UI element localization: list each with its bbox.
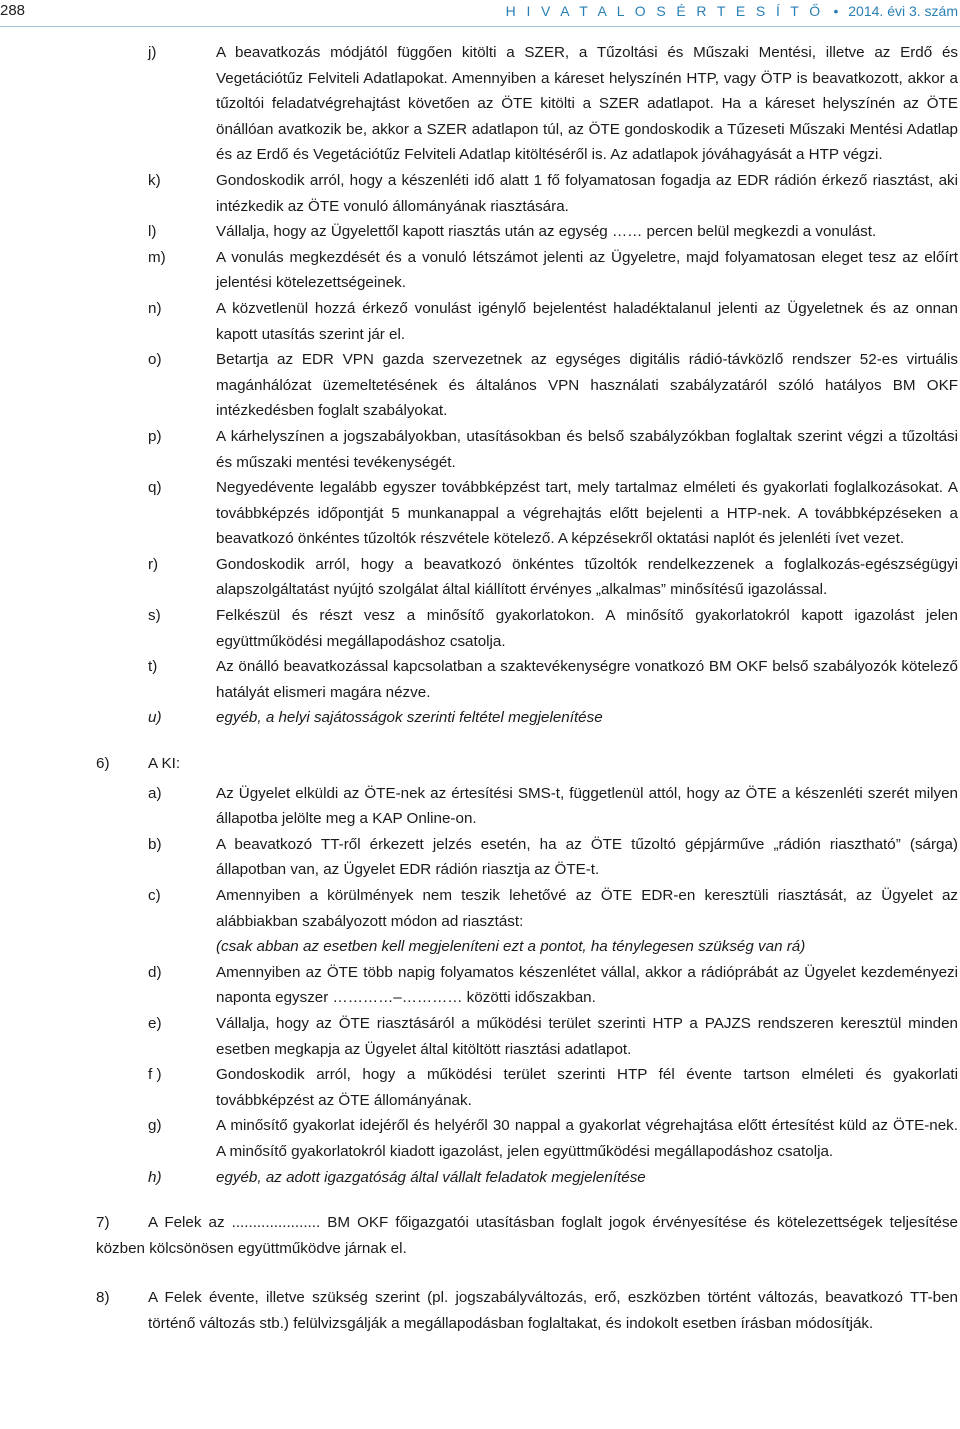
item-label: n) — [148, 299, 162, 317]
section-number: 6) — [96, 755, 110, 773]
list-item — [0, 1011, 960, 1062]
list-item — [0, 347, 960, 424]
item-text: Az Ügyelet elküldi az ÖTE-nek az értesítési SMS-t, függetlenül attól, hogy az ÖTE a készenléti szerét milyen állapotba jelölte meg a KAP Online-on. — [216, 784, 958, 828]
item-text: Vállalja, hogy az Ügyelettől kapott riasztás után az egység …… percen belül megkezdi a vonulást. — [216, 223, 877, 241]
item-text: Gondoskodik arról, hogy a készenléti idő alatt 1 fő folyamatosan fogadja az EDR rádión érkező riasztást, aki intézkedik az ÖTE vonuló állományának riasztására. — [216, 171, 958, 215]
item-label: m) — [148, 248, 166, 266]
item-text: Amennyiben a körülmények nem teszik lehetővé az ÖTE EDR-en keresztüli riasztását, az Ügyelet az alábbiakban szabályozott módon ad riasztást: — [216, 887, 958, 930]
journal-info — [506, 0, 958, 22]
list-item — [0, 552, 960, 603]
item-label: u) — [148, 709, 162, 727]
item-text: A minősítő gyakorlat idejéről és helyéről 30 nappal a gyakorlat végrehajtása előtt értesítést küld az ÖTE-nek. A minősítő gyakorlatokról kiadott igazolást, jelen együttműködési megállapodáshoz csatolja. — [216, 1117, 958, 1160]
page-content — [0, 40, 960, 1337]
item-label: t) — [148, 658, 158, 676]
section-text: A Felek évente, illetve szükség szerint (pl. jogszabályváltozás, erő, eszközben történt változás, beavatkozó TT-ben történő változás stb.) felülvizsgálják a megállapodásban foglaltakat, és indokolt esetben írásban módosítják. — [148, 1289, 958, 1332]
item-text: A kárhelyszínen a jogszabályokban, utasításokban és belső szabályzókban foglaltak szerint végzi a tűzoltási és műszaki mentési tevékenységét. — [216, 427, 958, 471]
list-item — [0, 424, 960, 475]
page-number: 288 — [0, 2, 26, 19]
item-label: h) — [148, 1168, 162, 1186]
list-item — [0, 1062, 960, 1113]
item-text: Vállalja, hogy az ÖTE riasztásáról a működési terület szerinti HTP a PAJZS rendszeren keresztül minden esetben megkapja az Ügyelet által kitöltött riasztási adatlapot. — [216, 1014, 958, 1058]
item-text: Amennyiben az ÖTE több napig folyamatos készenlétet vállal, akkor a rádióprábát az Ügyelet kezdeményezi naponta egyszer …………–………… közötti időszakban. — [216, 963, 958, 1007]
item-label: a) — [148, 784, 162, 802]
item-label: k) — [148, 171, 161, 189]
list-item — [0, 832, 960, 883]
list-item — [0, 245, 960, 296]
page-header — [0, 0, 960, 27]
list-item — [0, 1165, 960, 1191]
item-label: q) — [148, 479, 162, 497]
item-label: f ) — [148, 1066, 162, 1084]
list-item — [0, 883, 960, 960]
list-item — [0, 219, 960, 245]
item-label: e) — [148, 1014, 162, 1032]
item-text: Az önálló beavatkozással kapcsolatban a szaktevékenységre vonatkozó BM OKF belső szabályozók kötelező hatályát elismeri magára nézve. — [216, 658, 958, 701]
section-number: 7) — [96, 1214, 110, 1232]
issue-label: 2014. évi 3. szám — [848, 3, 958, 19]
separator-dot: • — [833, 3, 839, 19]
item-text: Negyedévente legalább egyszer továbbképzést tart, mely tartalmaz elméleti és gyakorlati foglalkozásokat. A továbbképzés időpontját 5 munkanappal a végrehajtás előtt bejelenti a HTP-nek. A továbbképzéseken a beavatkozó önkéntes tűzoltók részvétele kötelező. A képzésekről oktatási naplót és jelenléti ívet vezet. — [216, 479, 958, 548]
list-item — [0, 1113, 960, 1164]
item-label: s) — [148, 607, 161, 625]
item-note: (csak abban az esetben kell megjeleníteni ezt a pontot, ha ténylegesen szükség van rá) — [216, 938, 806, 956]
item-label: l) — [148, 223, 157, 241]
item-text: A beavatkozó TT-ről érkezett jelzés esetén, ha az ÖTE tűzoltó gépjárműve „rádión riasztható” (sárga) állapotban van, az Ügyelet EDR rádión riasztja az ÖTE-t. — [216, 835, 958, 879]
list-item — [0, 475, 960, 552]
list-item — [0, 603, 960, 654]
journal-name: H I V A T A L O S É R T E S Í T Ő — [505, 3, 824, 19]
item-text: Felkészül és részt vesz a minősítő gyakorlatokon. A minősítő gyakorlatokról kapott igazolást jelen együttműködési megállapodáshoz csatolja. — [216, 607, 958, 650]
item-label: c) — [148, 887, 161, 904]
item-label: b) — [148, 835, 162, 853]
list-item — [0, 40, 960, 168]
list-item — [0, 654, 960, 705]
item-label: r) — [148, 555, 159, 573]
item-text: Gondoskodik arról, hogy a működési terület szerinti HTP fél évente tartson elméleti és gyakorlati továbbképzést az ÖTE állományának. — [216, 1066, 958, 1109]
item-text: A vonulás megkezdését és a vonuló létszámot jelenti az Ügyeletre, majd folyamatosan eleget tesz az előírt jelentési kötelezettségeinek. — [216, 248, 958, 292]
item-text: Betartja az EDR VPN gazda szervezetnek az egységes digitális rádió-távközlő rendszer 52-es virtuális magánhálózat üzemeltetésének és általános VPN használati szabályzatáról szóló hatályos BM OKF intézkedésben foglalt szabályokat. — [216, 351, 958, 420]
section-heading — [0, 751, 960, 777]
item-text: Gondoskodik arról, hogy a beavatkozó önkéntes tűzoltók rendelkezzenek a foglalkozás-egészségügyi alapszolgáltatást nyújtó szolgálat által kiállított érvényes „alkalmas” minősítésű igazolással. — [216, 555, 958, 599]
list-item — [0, 781, 960, 832]
section-text: A Felek az ..................... BM OKF főigazgatói utasításban foglalt jogok érvényesítése és kötelezettségek teljesítése közben kölcsönösen együttműködve járnak el. — [96, 1214, 958, 1257]
list-item — [0, 296, 960, 347]
list-item — [0, 168, 960, 219]
item-text: egyéb, a helyi sajátosságok szerinti feltétel megjelenítése — [216, 709, 603, 727]
section-number: 8) — [96, 1289, 110, 1307]
item-text: A közvetlenül hozzá érkező vonulást igénylő bejelentést haladéktalanul jelenti az Ügyeletnek és az onnan kapott utasítás szerint jár el. — [216, 299, 958, 343]
item-label: o) — [148, 351, 162, 369]
item-text: A beavatkozás módjától függően kitölti a SZER, a Tűzoltási és Műszaki Mentési, illetve az Erdő és Vegetációtűz Felviteli Adatlapokat. Amennyiben a káreset helyszínén HTP, vagy ÖTP is beavatkozott, akkor a tűzoltói feladatvégrehajtást követően az ÖTE kitölti a SZER adatlapot. Ha a káreset helyszínén az ÖTE önállóan avatkozik be, akkor a SZER adatlapon túl, az ÖTE gondoskodik a Tűzeseti Műszaki Mentési Adatlap és az Erdő és Vegetációtűz Felviteli Adatlap kitöltéséről is. Az adatlapok jóváhagyását a HTP végzi. — [216, 44, 958, 164]
section-title: A KI: — [148, 755, 181, 773]
item-label: j) — [148, 44, 157, 61]
item-text: egyéb, az adott igazgatóság által vállalt feladatok megjelenítése — [216, 1168, 646, 1186]
item-label: p) — [148, 427, 162, 445]
item-label: g) — [148, 1117, 162, 1135]
list-item — [0, 705, 960, 731]
list-item — [0, 960, 960, 1011]
section-7 — [0, 1210, 960, 1261]
section-8 — [0, 1285, 960, 1336]
item-label: d) — [148, 963, 162, 981]
